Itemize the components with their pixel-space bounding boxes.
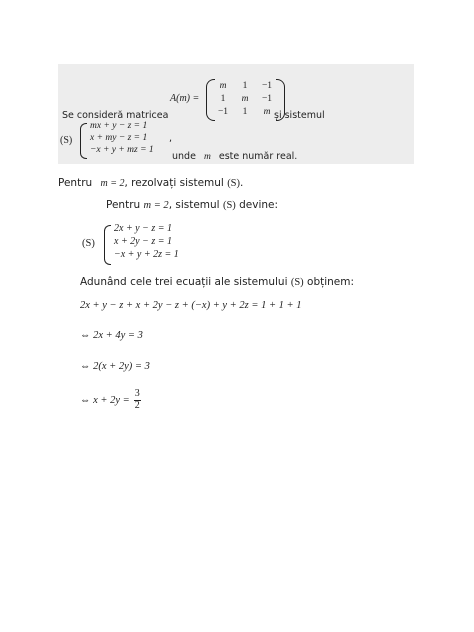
system-brace xyxy=(104,225,111,265)
system-equations xyxy=(114,224,179,263)
equation: 2x + y − z = 1 xyxy=(114,223,173,234)
matrix-row: −1 1 m xyxy=(217,107,271,117)
statement-where: unde m este număr real. xyxy=(172,151,298,162)
sum-sentence: Adunând cele trei ecuații ale sistemului (S) obținem: xyxy=(80,276,355,288)
sum-equation: 2x + y − z + x + 2y − z + (−x) + y + 2z = 1 + 1 + 1 xyxy=(80,300,302,311)
system-label: (S) xyxy=(82,238,95,249)
matrix-lhs: A(m) = xyxy=(170,93,200,104)
equation: x + my − z = 1 xyxy=(90,133,148,143)
equation: −x + y + 2z = 1 xyxy=(114,249,179,260)
matrix-row: m 1 −1 xyxy=(219,81,273,91)
solution-system xyxy=(82,224,222,266)
system-label: (S) xyxy=(60,135,73,146)
system-brace xyxy=(80,123,87,159)
step-equation: ⇔ 2x + 4y = 3 xyxy=(80,330,143,341)
fraction: $\frac{3}{2}$ xyxy=(134,388,140,411)
system-equations xyxy=(90,122,154,158)
equation: −x + y + mz = 1 xyxy=(90,145,154,155)
statement-comma: , xyxy=(169,133,173,144)
solution-intro: Pentru m = 2, sistemul (S) devine: xyxy=(106,199,279,211)
equation: x + 2y − z = 1 xyxy=(114,236,173,247)
statement-intro: Se consideră matricea xyxy=(62,110,169,121)
matrix-row: 1 m −1 xyxy=(220,94,273,104)
question-line: Pentru m = 2, rezolvați sistemul (S). xyxy=(58,177,244,189)
step-equation-final: ⇔ x + 2y = $\frac{3}{2}$ xyxy=(80,388,140,411)
statement-system xyxy=(60,122,180,160)
equation: mx + y − z = 1 xyxy=(90,121,148,131)
step-equation: ⇔ 2(x + 2y) = 3 xyxy=(80,361,150,372)
statement-and-system: și sistemul xyxy=(274,110,325,121)
